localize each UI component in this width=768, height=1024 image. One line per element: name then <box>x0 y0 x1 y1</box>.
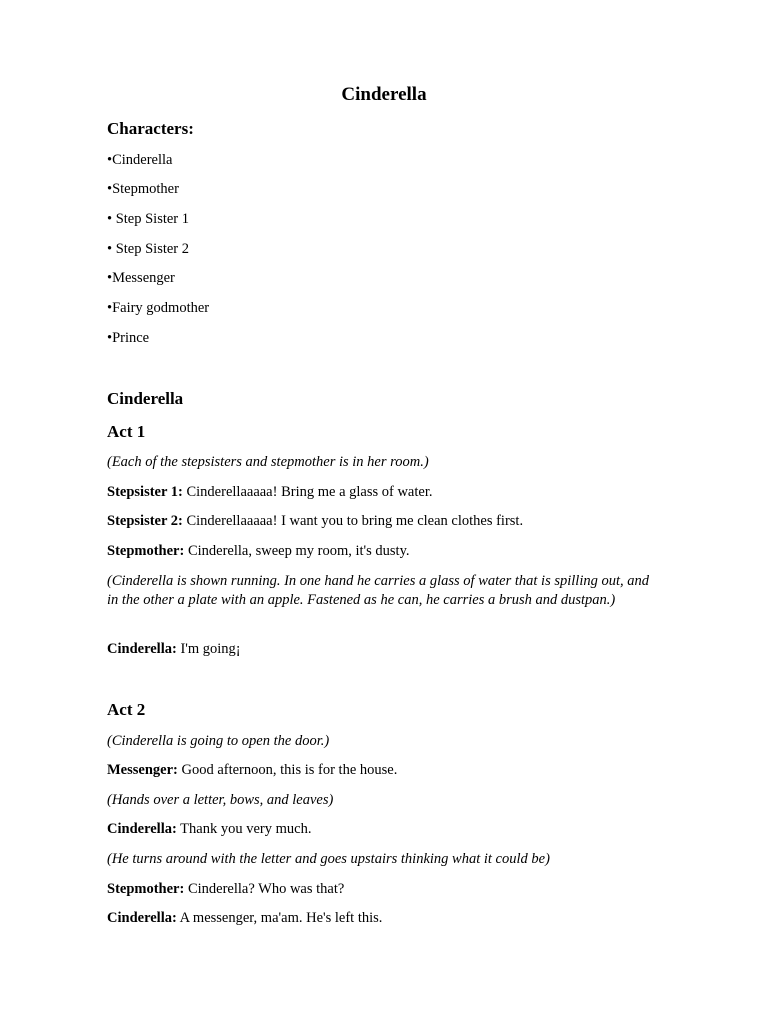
speaker-name: Stepsister 2: <box>107 513 183 529</box>
character-item: •Fairy godmother <box>107 300 210 316</box>
dialogue-text: Cinderellaaaaa! I want you to bring me clean clothes first. <box>182 513 524 529</box>
speaker-name: Cinderella: <box>107 641 177 657</box>
dialogue-line <box>107 512 523 531</box>
character-item: •Messenger <box>107 270 175 286</box>
dialogue-line <box>107 542 410 561</box>
dialogue-text: I'm going¡ <box>176 641 241 657</box>
character-item: •Stepmother <box>107 181 179 197</box>
character-item: •Cinderella <box>107 152 173 168</box>
speaker-name: Stepsister 1: <box>107 484 183 500</box>
dialogue-text: A messenger, ma'am. He's left this. <box>176 910 383 926</box>
character-item: •Prince <box>107 330 150 346</box>
stage-direction: (Each of the stepsisters and stepmother is in her room.) <box>107 454 429 470</box>
speaker-name: Stepmother: <box>107 881 185 897</box>
character-item: • Step Sister 2 <box>107 241 190 257</box>
speaker-name: Cinderella: <box>107 821 177 837</box>
dialogue-line <box>107 820 311 839</box>
stage-direction: (Cinderella is shown running. In one hand he carries a glass of water that is spilling out, and in the other a plate with an apple. Fastened as he can, he carries a brush and dustpan.) <box>107 573 650 608</box>
dialogue-line <box>107 483 432 502</box>
act1-heading: Act 1 <box>107 422 146 441</box>
play-heading: Cinderella <box>107 389 184 408</box>
stage-direction: (Hands over a letter, bows, and leaves) <box>107 792 334 808</box>
dialogue-text: Cinderella, sweep my room, it's dusty. <box>184 543 410 559</box>
dialogue-text: Cinderella? Who was that? <box>184 881 345 897</box>
characters-heading: Characters: <box>107 119 194 138</box>
dialogue-line <box>107 909 382 928</box>
dialogue-line <box>107 640 241 659</box>
act2-heading: Act 2 <box>107 700 146 719</box>
dialogue-text: Thank you very much. <box>176 821 312 837</box>
stage-direction: (Cinderella is going to open the door.) <box>107 733 330 749</box>
dialogue-line <box>107 761 397 780</box>
character-item: • Step Sister 1 <box>107 211 190 227</box>
stage-direction: (He turns around with the letter and goes upstairs thinking what it could be) <box>107 851 550 867</box>
speaker-name: Cinderella: <box>107 910 177 926</box>
dialogue-line <box>107 880 344 899</box>
document-title: Cinderella <box>341 84 427 105</box>
speaker-name: Messenger: <box>107 762 178 778</box>
dialogue-text: Cinderellaaaaa! Bring me a glass of water. <box>182 484 433 500</box>
speaker-name: Stepmother: <box>107 543 185 559</box>
dialogue-text: Good afternoon, this is for the house. <box>177 762 398 778</box>
